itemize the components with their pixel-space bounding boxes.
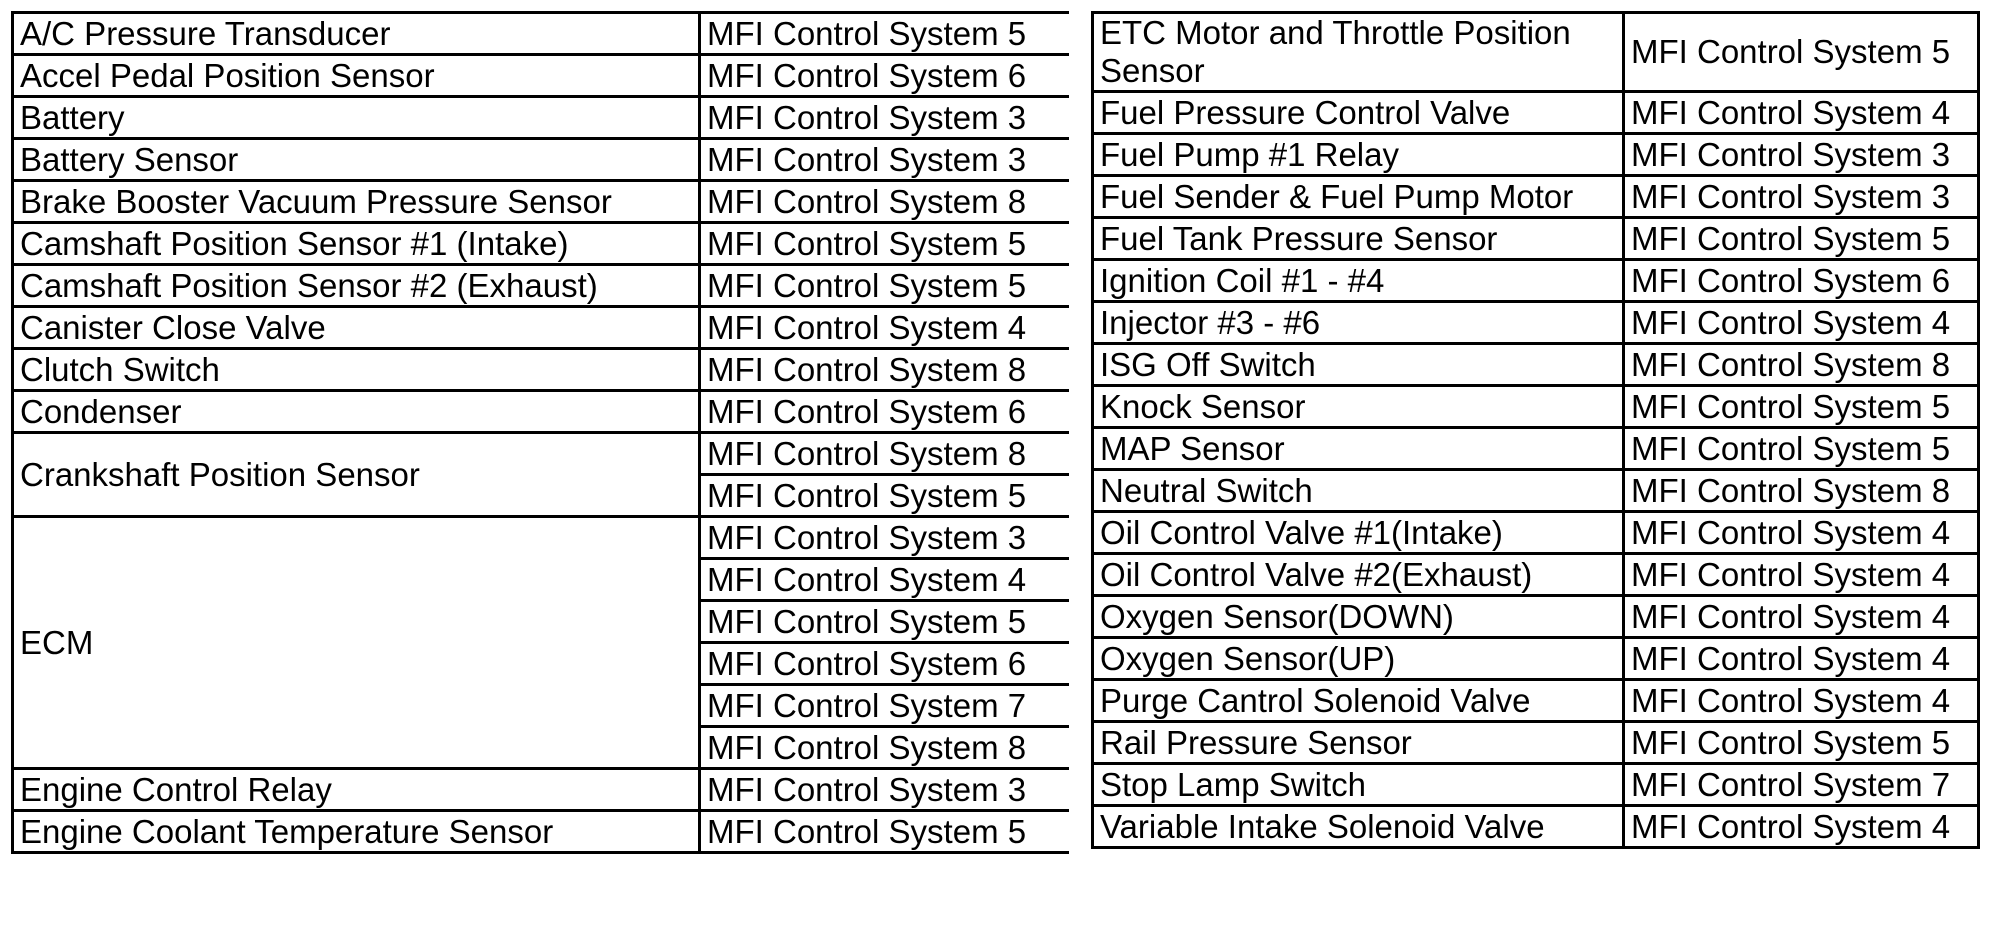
component-name-cell: Injector #3 - #6 [1093,302,1624,344]
system-reference-cell: MFI Control System 3 [1624,176,1979,218]
component-name-cell: Knock Sensor [1093,386,1624,428]
system-reference-cell: MFI Control System 3 [700,517,1071,559]
system-reference-cell: MFI Control System 8 [700,433,1071,475]
component-name-cell: Fuel Tank Pressure Sensor [1093,218,1624,260]
system-reference-cell: MFI Control System 5 [700,475,1071,517]
component-name-cell: Ignition Coil #1 - #4 [1093,260,1624,302]
system-reference-cell: MFI Control System 8 [700,181,1071,223]
table-row [13,139,1071,181]
component-name-cell: MAP Sensor [1093,428,1624,470]
system-reference-cell: MFI Control System 8 [1624,344,1979,386]
table-row [1093,428,1979,470]
component-name-cell: Fuel Pressure Control Valve [1093,92,1624,134]
system-reference-cell: MFI Control System 6 [700,55,1071,97]
component-name-cell: Battery Sensor [13,139,700,181]
table-row [13,97,1071,139]
system-reference-cell: MFI Control System 6 [700,643,1071,685]
table-row [13,13,1071,55]
table-row [13,349,1071,391]
system-reference-cell: MFI Control System 4 [700,307,1071,349]
component-name-cell: Oil Control Valve #1(Intake) [1093,512,1624,554]
component-name-cell: Engine Control Relay [13,769,700,811]
system-reference-cell: MFI Control System 4 [1624,596,1979,638]
component-index-left-table [11,11,1072,854]
table-row [1093,218,1979,260]
table-row [1093,722,1979,764]
column-gap [1069,11,1091,915]
component-name-cell: Oil Control Valve #2(Exhaust) [1093,554,1624,596]
system-reference-cell: MFI Control System 4 [1624,680,1979,722]
system-reference-cell: MFI Control System 3 [700,139,1071,181]
system-reference-cell: MFI Control System 5 [1624,13,1979,92]
system-reference-cell: MFI Control System 4 [1624,554,1979,596]
table-row [1093,134,1979,176]
table-row [13,433,1071,475]
component-name-cell: Oxygen Sensor(DOWN) [1093,596,1624,638]
table-row [1093,764,1979,806]
component-name-cell: ECM [13,517,700,769]
table-row [1093,344,1979,386]
component-name-cell: Accel Pedal Position Sensor [13,55,700,97]
component-name-cell: Camshaft Position Sensor #2 (Exhaust) [13,265,700,307]
component-name-cell: Neutral Switch [1093,470,1624,512]
component-name-cell: Clutch Switch [13,349,700,391]
component-name-cell: Canister Close Valve [13,307,700,349]
component-name-cell: Variable Intake Solenoid Valve [1093,806,1624,848]
table-row [13,307,1071,349]
system-reference-cell: MFI Control System 7 [1624,764,1979,806]
component-name-cell: Purge Cantrol Solenoid Valve [1093,680,1624,722]
system-reference-cell: MFI Control System 4 [700,559,1071,601]
table-row [13,181,1071,223]
component-index-right-table [1091,11,1980,849]
system-reference-cell: MFI Control System 7 [700,685,1071,727]
table-row [1093,470,1979,512]
component-name-cell: Battery [13,97,700,139]
component-name-cell: Camshaft Position Sensor #1 (Intake) [13,223,700,265]
table-row [1093,680,1979,722]
system-reference-cell: MFI Control System 4 [1624,92,1979,134]
table-row [13,391,1071,433]
system-reference-cell: MFI Control System 6 [1624,260,1979,302]
component-name-cell: Oxygen Sensor(UP) [1093,638,1624,680]
left-table-body [13,13,1071,853]
system-reference-cell: MFI Control System 5 [1624,428,1979,470]
system-reference-cell: MFI Control System 8 [700,727,1071,769]
component-name-cell: Rail Pressure Sensor [1093,722,1624,764]
component-name-cell: Crankshaft Position Sensor [13,433,700,517]
table-row [13,55,1071,97]
table-row [1093,806,1979,848]
component-name-cell: ISG Off Switch [1093,344,1624,386]
component-name-cell: Brake Booster Vacuum Pressure Sensor [13,181,700,223]
table-row [1093,386,1979,428]
system-reference-cell: MFI Control System 5 [700,13,1071,55]
system-reference-cell: MFI Control System 5 [700,811,1071,853]
table-row [1093,302,1979,344]
system-reference-cell: MFI Control System 5 [700,601,1071,643]
table-row [1093,512,1979,554]
table-row [1093,638,1979,680]
system-reference-cell: MFI Control System 5 [1624,722,1979,764]
system-reference-cell: MFI Control System 5 [700,223,1071,265]
system-reference-cell: MFI Control System 5 [1624,218,1979,260]
table-row [13,223,1071,265]
table-row [13,517,1071,559]
system-reference-cell: MFI Control System 5 [1624,386,1979,428]
table-row [1093,92,1979,134]
table-row [1093,13,1979,92]
system-reference-cell: MFI Control System 4 [1624,512,1979,554]
component-name-cell: Fuel Sender & Fuel Pump Motor [1093,176,1624,218]
system-reference-cell: MFI Control System 8 [1624,470,1979,512]
component-name-cell: Condenser [13,391,700,433]
system-reference-cell: MFI Control System 3 [1624,134,1979,176]
system-reference-cell: MFI Control System 4 [1624,806,1979,848]
system-reference-cell: MFI Control System 8 [700,349,1071,391]
component-name-cell: ETC Motor and Throttle Position Sensor [1093,13,1624,92]
system-reference-cell: MFI Control System 3 [700,769,1071,811]
table-row [1093,176,1979,218]
system-reference-cell: MFI Control System 5 [700,265,1071,307]
table-row [1093,554,1979,596]
system-reference-cell: MFI Control System 4 [1624,638,1979,680]
component-name-cell: Engine Coolant Temperature Sensor [13,811,700,853]
system-reference-cell: MFI Control System 6 [700,391,1071,433]
right-table-body [1093,13,1979,848]
component-name-cell: Fuel Pump #1 Relay [1093,134,1624,176]
component-name-cell: Stop Lamp Switch [1093,764,1624,806]
table-row [13,265,1071,307]
table-row [1093,260,1979,302]
system-reference-cell: MFI Control System 4 [1624,302,1979,344]
table-row [13,811,1071,853]
system-reference-cell: MFI Control System 3 [700,97,1071,139]
component-name-cell: A/C Pressure Transducer [13,13,700,55]
table-row [13,769,1071,811]
table-row [1093,596,1979,638]
